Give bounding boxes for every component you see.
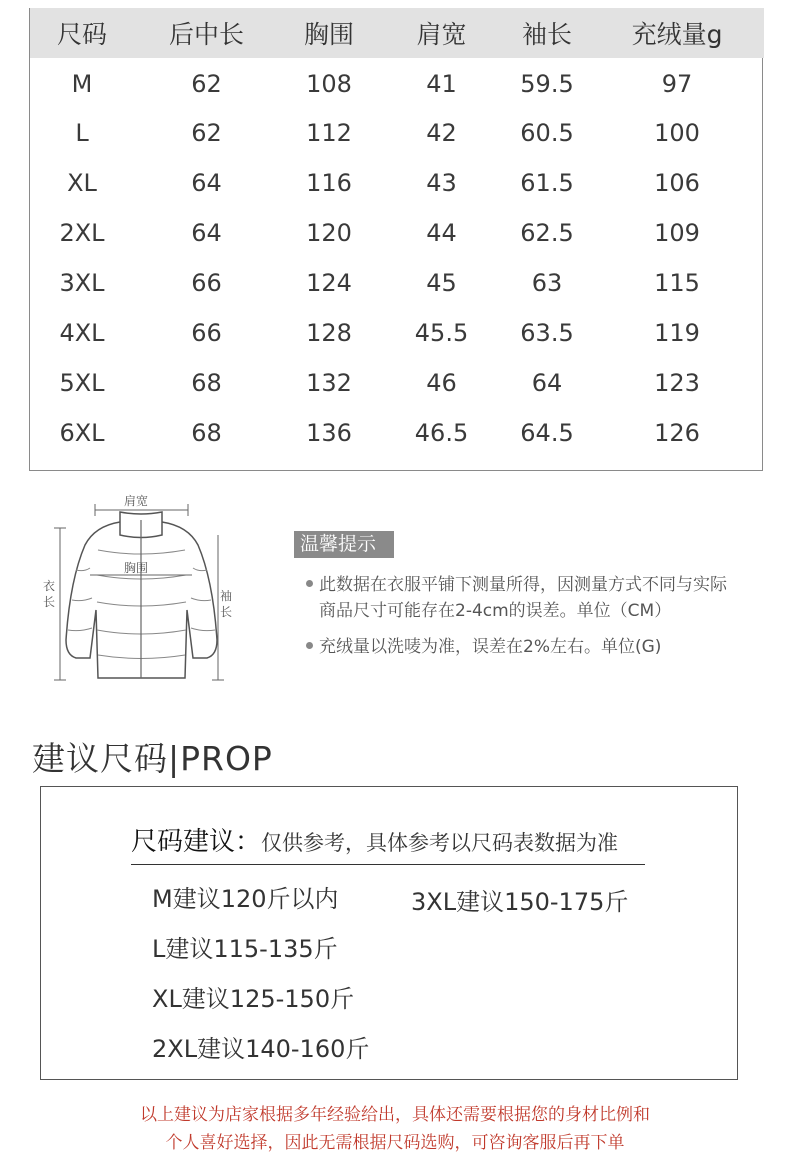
table-cell: 46 xyxy=(426,369,457,397)
table-row xyxy=(30,408,764,458)
footer-note-line2: 个人喜好选择，因此无需根据尺码选购，可咨询客服后再下单 xyxy=(165,1133,625,1153)
table-cell: 45 xyxy=(426,269,457,297)
tip2-text: 充绒量以洗唛为准，误差在2%左右。单位(G) xyxy=(319,637,662,657)
table-cell: 68 xyxy=(191,369,222,397)
table-cell: 64 xyxy=(531,369,563,397)
table-cell: 132 xyxy=(306,369,352,397)
table-cell: 62.5 xyxy=(520,219,574,247)
tip-measurement xyxy=(306,572,776,624)
table-row xyxy=(30,308,764,358)
table-cell: 136 xyxy=(306,419,352,447)
length-label-1: 衣 xyxy=(43,579,56,593)
table-cell: 100 xyxy=(654,119,700,147)
table-cell: 64 xyxy=(191,169,222,197)
header-back-length: 后中长 xyxy=(168,20,244,49)
table-cell: 44 xyxy=(426,219,457,247)
header-chest: 胸围 xyxy=(303,20,354,49)
recommendation-item-3xl: 3XL建议150-175斤 xyxy=(411,888,629,916)
recommendation-label: 尺码建议： xyxy=(131,827,262,857)
table-cell: 4XL xyxy=(59,319,105,347)
sleeve-label-1: 袖 xyxy=(220,589,233,603)
table-cell: 45.5 xyxy=(414,319,469,347)
jacket-illustration xyxy=(40,490,250,690)
table-cell: 63 xyxy=(531,269,563,297)
table-row xyxy=(30,258,764,308)
length-label-2: 长 xyxy=(43,595,56,609)
jacket-measurement-diagram xyxy=(40,490,250,690)
table-cell: 62 xyxy=(191,70,222,98)
table-row xyxy=(30,358,764,408)
table-cell: 62 xyxy=(191,119,222,147)
header-sleeve: 袖长 xyxy=(521,20,572,49)
table-cell: 66 xyxy=(191,319,222,347)
tip1-line1: 此数据在衣服平铺下测量所得，因测量方式不同与实际 xyxy=(319,575,727,595)
table-cell: 61.5 xyxy=(520,169,574,197)
recommendation-item-xl: XL建议125-150斤 xyxy=(152,985,355,1013)
table-cell: 115 xyxy=(654,269,700,297)
table-cell: 123 xyxy=(654,369,700,397)
table-row xyxy=(30,108,764,158)
table-header-row xyxy=(30,8,764,58)
table-cell: XL xyxy=(67,169,97,197)
table-cell: 68 xyxy=(191,419,222,447)
sleeve-label-2: 长 xyxy=(220,605,233,619)
table-cell: 64.5 xyxy=(520,419,574,447)
table-cell: 112 xyxy=(306,119,352,147)
footer-note-line1: 以上建议为店家根据多年经验给出，具体还需要根据您的身材比例和 xyxy=(140,1105,650,1125)
table-cell: 60.5 xyxy=(520,119,574,147)
table-cell: 128 xyxy=(306,319,352,347)
table-cell: 109 xyxy=(654,219,700,247)
tips-badge: 温馨提示 xyxy=(294,531,394,558)
table-cell: 63.5 xyxy=(520,319,574,347)
recommendation-desc: 仅供参考，具体参考以尺码表数据为准 xyxy=(261,831,619,855)
table-cell: 43 xyxy=(426,169,457,197)
shoulder-label: 肩宽 xyxy=(124,494,149,508)
table-cell: 124 xyxy=(306,269,352,297)
header-size: 尺码 xyxy=(56,20,107,49)
table-cell: 46.5 xyxy=(414,419,469,447)
table-cell: 106 xyxy=(654,169,700,197)
recommendation-item-2xl: 2XL建议140-160斤 xyxy=(152,1035,370,1063)
table-cell: 126 xyxy=(654,419,700,447)
table-cell: M xyxy=(71,70,93,98)
table-cell: 3XL xyxy=(59,269,105,297)
table-cell: 5XL xyxy=(59,369,105,397)
table-cell: 2XL xyxy=(59,219,105,247)
header-down-fill: 充绒量g xyxy=(631,20,723,49)
recommendation-item-l: L建议115-135斤 xyxy=(152,935,338,963)
table-cell: 116 xyxy=(306,169,352,197)
tip1-line2: 商品尺寸可能存在2-4cm的误差。单位（CM） xyxy=(319,601,672,621)
size-table xyxy=(30,8,764,458)
table-cell: 42 xyxy=(426,119,457,147)
table-cell: 66 xyxy=(191,269,222,297)
table-cell: 64 xyxy=(191,219,222,247)
section-title: 建议尺码|PROP xyxy=(32,739,273,778)
size-chart xyxy=(29,8,763,471)
table-cell: 120 xyxy=(306,219,352,247)
table-cell: 6XL xyxy=(59,419,105,447)
table-cell: 97 xyxy=(661,70,693,98)
table-cell: 119 xyxy=(654,319,700,347)
table-cell: 59.5 xyxy=(520,70,574,98)
bullet-icon xyxy=(306,642,313,649)
bullet-icon xyxy=(306,580,313,587)
table-cell: 41 xyxy=(426,70,457,98)
header-shoulder: 肩宽 xyxy=(416,20,467,49)
table-row xyxy=(30,208,764,258)
size-recommendation-box xyxy=(40,786,738,1080)
table-cell: L xyxy=(75,119,89,147)
table-cell: 108 xyxy=(306,70,352,98)
recommendation-item-m: M建议120斤以内 xyxy=(152,885,339,913)
recommendation-header xyxy=(131,821,645,865)
table-row xyxy=(30,158,764,208)
tip-down-fill xyxy=(306,634,661,660)
chest-label: 胸围 xyxy=(124,561,149,575)
table-row xyxy=(30,58,764,108)
